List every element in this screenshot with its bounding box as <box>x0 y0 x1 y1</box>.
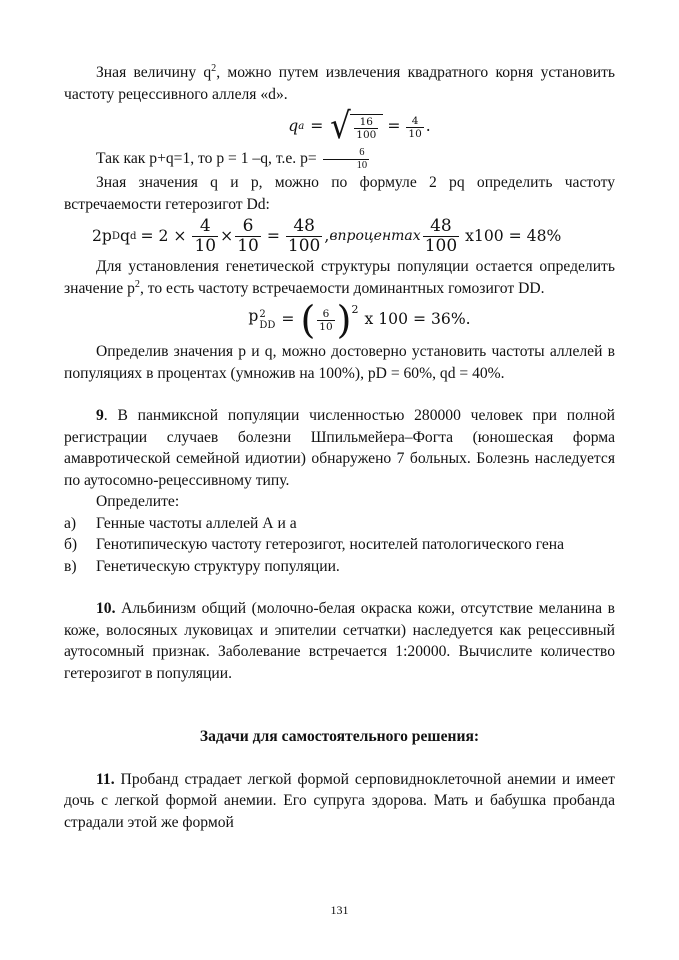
numerator: 48 <box>286 217 322 237</box>
fraction <box>317 308 334 333</box>
math-term: q <box>120 226 131 245</box>
equation-p-dd: p 2 DD = ( $\frac{6}{10}$ ) $^2$ x 100 = 36%. <box>248 298 471 342</box>
numerator: 4 <box>192 217 218 237</box>
math-punct: , <box>324 226 330 245</box>
numerator: 16 <box>354 116 378 129</box>
task-text: Пробанд страдает легкой формой серповидноклеточной анемии и имеет дочь с легкой формой анемии. Его супруга здорова. Мать и бабушка пробанда страдали этой же формой <box>64 770 615 831</box>
paragraph-conclusion: Определив значения p и q, можно достоверно установить частоты аллелей в популяциях в процентах (умножив на 100%), pD = 60%, qd = 40%. <box>64 343 615 382</box>
sqrt-expression <box>329 106 383 147</box>
numerator: 48 <box>423 217 459 237</box>
fraction <box>354 116 378 141</box>
denominator: 100 <box>356 128 377 141</box>
math-var: q <box>288 117 299 136</box>
math-pdd <box>248 309 275 331</box>
math-term: x 100 = 36%. <box>364 310 471 329</box>
denominator: 100 <box>424 236 458 256</box>
spacer <box>64 684 615 726</box>
section-heading: Задачи для самостоятельного решения: <box>199 728 480 745</box>
denominator: 10 <box>408 127 422 140</box>
numerator: 6 <box>235 217 261 237</box>
paren-open: ( <box>300 298 316 342</box>
numerator: 4 <box>406 115 423 128</box>
page-number: 131 <box>330 903 349 917</box>
list-item <box>64 556 615 578</box>
task-11 <box>64 769 615 834</box>
text-span: Зная величину q <box>96 64 212 81</box>
superscript: 2 <box>211 62 217 74</box>
task-number: 10. <box>96 600 116 617</box>
paragraph-p-value <box>64 147 615 172</box>
task-text: . В панмиксной популяции численностью 280000 человек при полной регистрации случаев болезни Шпильмейера–Фогта (юношеская форма амавротической семейной идиотии) обнаружено 7 больных. Болезнь наследуется по аутосомно-рецессивному типу. <box>64 407 615 489</box>
math-op: × <box>220 226 234 245</box>
denominator: 10 <box>237 236 259 256</box>
math-op: = <box>310 117 324 136</box>
math-word: впроцентах <box>329 227 421 244</box>
list-text: Генотипическую частоту гетерозигот, носителей патологического гена <box>96 536 565 553</box>
math-term: x100 = 48% <box>465 226 562 245</box>
task-number: 11. <box>96 770 115 788</box>
paren-close: ) <box>336 298 352 342</box>
text-span: , то есть частоту встречаемости доминантных гомозигот DD. <box>139 279 545 297</box>
list-marker: в) <box>64 557 77 575</box>
math-op: = <box>387 117 401 136</box>
list-item <box>64 513 615 535</box>
equation-2pq: 2p D q d = 2 × $\frac{4}{10}$ × $\frac{6}{10}$ = $\frac{48}{100}$ , впроцентах $\frac{48}{100}$ x100 = 48% <box>92 216 562 256</box>
paragraph-intro <box>64 62 615 105</box>
math-sub: DD <box>259 320 276 331</box>
fraction <box>323 147 370 172</box>
denominator: 10 <box>319 320 333 333</box>
fraction <box>423 217 459 256</box>
paragraph-structure <box>64 256 615 299</box>
fraction <box>235 217 261 256</box>
text-span: Так как p+q=1, то p = 1 –q, т.е. p= <box>96 150 317 168</box>
task-10 <box>64 598 615 684</box>
denominator: 10 <box>356 160 368 171</box>
math-term: 2p <box>92 226 112 245</box>
fraction <box>406 115 423 140</box>
spacer <box>64 577 615 598</box>
math-op: = <box>281 310 295 329</box>
numerator: 6 <box>317 308 334 321</box>
equation-q-a: q a = √ $\frac{16}{100}$ = $\frac{4}{10}$ . <box>288 106 431 147</box>
radical-sign: √ <box>330 106 352 147</box>
task-text: Альбинизм общий (молочно-белая окраска кожи, отсутствие меланина в коже, волосяных луковицах и эпителии сетчатки) наследуется как рецессивный аутосомный признак. Заболевание встречается 1:20000. Вычислите количество гетерозигот в популяции. <box>64 600 615 682</box>
list-marker: б) <box>64 536 78 553</box>
list-marker: а) <box>64 514 77 532</box>
text-span: , можно путем извлечения квадратного корня установить частоту рецессивного аллеля «d». <box>64 64 615 103</box>
math-punct: . <box>425 117 431 136</box>
task-9 <box>64 405 615 491</box>
numerator: 6 <box>323 147 370 160</box>
fraction <box>192 217 218 256</box>
page-content <box>64 62 615 833</box>
task-9-determine: Определите: <box>96 493 180 510</box>
list-text: Генные частоты аллелей А и а <box>96 514 297 532</box>
math-sup: 2 <box>259 309 266 320</box>
list-item <box>64 534 615 556</box>
math-op: = <box>266 226 280 245</box>
math-op: = 2 × <box>140 226 187 245</box>
paragraph-heterozygote: Зная значения q и p, можно по формуле 2 pq определить частоту встречаемости гетерозигот Dd: <box>64 174 615 213</box>
spacer <box>64 748 615 769</box>
superscript: 2 <box>134 278 140 290</box>
list-text: Генетическую структуру популяции. <box>96 557 340 575</box>
math-var: p <box>248 307 259 325</box>
denominator: 10 <box>194 236 217 256</box>
task-number: 9 <box>96 407 104 424</box>
radicand <box>350 114 383 141</box>
fraction <box>286 217 322 256</box>
denominator: 100 <box>287 236 321 256</box>
text-span: Для установления генетической структуры популяции остается определить значение p <box>64 258 615 297</box>
spacer <box>64 384 615 405</box>
